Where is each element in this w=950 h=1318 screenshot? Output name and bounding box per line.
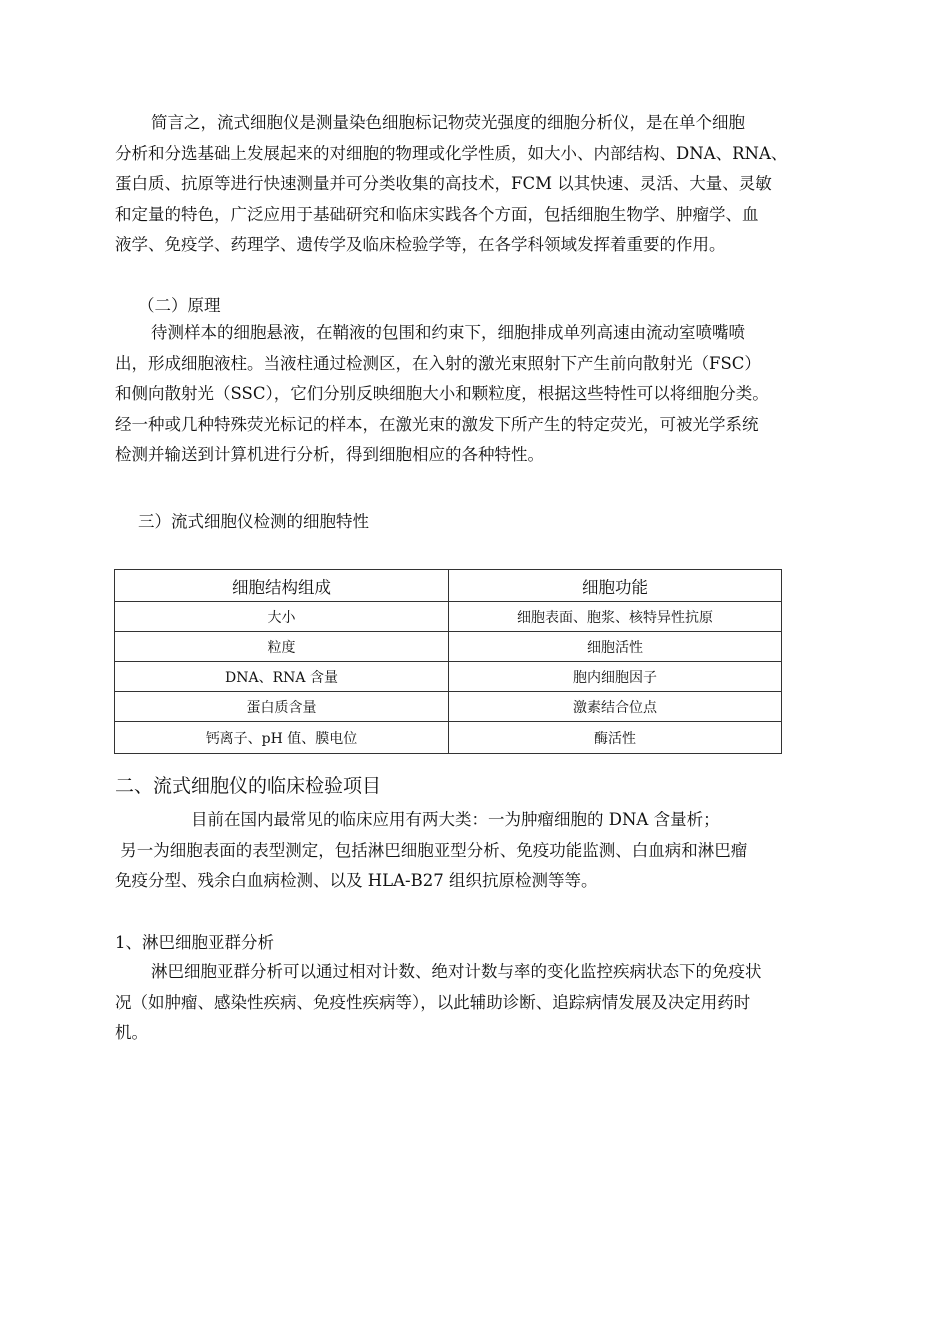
- table-row: [115, 662, 782, 692]
- table-cell: 激素结合位点: [449, 692, 782, 722]
- principle-line: 经一种或几种特殊荧光标记的样本，在激光束的激发下所产生的特定荧光，可被光学系统: [115, 414, 759, 434]
- table-cell: DNA、RNA 含量: [115, 662, 449, 692]
- principle-line: 检测并输送到计算机进行分析，得到细胞相应的各种特性。: [115, 445, 544, 464]
- intro-line: 液学、免疫学、药理学、遗传学及临床检验学等，在各学科领域发挥着重要的作用。: [115, 235, 726, 254]
- intro-line: 简言之，流式细胞仪是测量染色细胞标记物荧光强度的细胞分析仪，是在单个细胞: [151, 113, 745, 132]
- principle-line: 待测样本的细胞悬液，在鞘液的包围和约束下，细胞排成单列高速由流动室喷嘴喷: [151, 323, 745, 342]
- table-cell: 钙离子、pH 值、膜电位: [115, 722, 449, 754]
- table-cell: 细胞活性: [449, 632, 782, 662]
- clinical-heading: 二、流式细胞仪的临床检验项目: [115, 775, 382, 797]
- clinical-line: 另一为细胞表面的表型测定，包括淋巴细胞亚型分析、免疫功能监测、白血病和淋巴瘤: [115, 840, 748, 860]
- table-cell: 大小: [115, 602, 449, 632]
- table-cell: 细胞表面、胞浆、核特异性抗原: [449, 602, 782, 632]
- lymphocyte-paragraph: [115, 957, 855, 1049]
- cell-characteristics-table: [114, 569, 782, 754]
- table-cell: 酶活性: [449, 722, 782, 754]
- table-row: [115, 602, 782, 632]
- table-cell: 胞内细胞因子: [449, 662, 782, 692]
- principle-heading: （二）原理: [138, 296, 221, 315]
- lymphocyte-heading: 1、淋巴细胞亚群分析: [115, 933, 274, 952]
- characteristics-heading: 三）流式细胞仪检测的细胞特性: [138, 512, 369, 531]
- table-cell: 粒度: [115, 632, 449, 662]
- clinical-line: 目前在国内最常见的临床应用有两大类：一为肿瘤细胞的 DNA 含量析；: [191, 810, 720, 829]
- intro-line: 和定量的特色，广泛应用于基础研究和临床实践各个方面，包括细胞生物学、肿瘤学、血: [115, 204, 759, 224]
- lymphocyte-line: 淋巴细胞亚群分析可以通过相对计数、绝对计数与率的变化监控疾病状态下的免疫状: [151, 962, 762, 981]
- table-row: [115, 722, 782, 754]
- table-header-row: [115, 570, 782, 602]
- intro-line: 分析和分选基础上发展起来的对细胞的物理或化学性质，如大小、内部结构、DNA、RNA、: [115, 143, 788, 163]
- lymphocyte-line: 况（如肿瘤、感染性疾病、免疫性疾病等），以此辅助诊断、追踪病情发展及决定用药时: [115, 992, 751, 1012]
- clinical-paragraph: [115, 805, 855, 897]
- principle-line: 和侧向散射光（SSC），它们分别反映细胞大小和颗粒度，根据这些特性可以将细胞分类。: [115, 384, 769, 403]
- table-header-cell: 细胞功能: [449, 570, 782, 602]
- clinical-line: 免疫分型、残余白血病检测、以及 HLA-B27 组织抗原检测等等。: [115, 871, 598, 890]
- table-row: [115, 692, 782, 722]
- table-header-cell: 细胞结构组成: [115, 570, 449, 602]
- intro-line: 蛋白质、抗原等进行快速测量并可分类收集的高技术，FCM 以其快速、灵活、大量、灵敏: [115, 174, 772, 193]
- table-cell: 蛋白质含量: [115, 692, 449, 722]
- intro-paragraph: [115, 108, 855, 261]
- table-row: [115, 632, 782, 662]
- principle-paragraph: [115, 318, 855, 471]
- lymphocyte-line: 机。: [115, 1023, 148, 1042]
- principle-line: 出，形成细胞液柱。当液柱通过检测区，在入射的激光束照射下产生前向散射光（FSC）: [115, 353, 761, 373]
